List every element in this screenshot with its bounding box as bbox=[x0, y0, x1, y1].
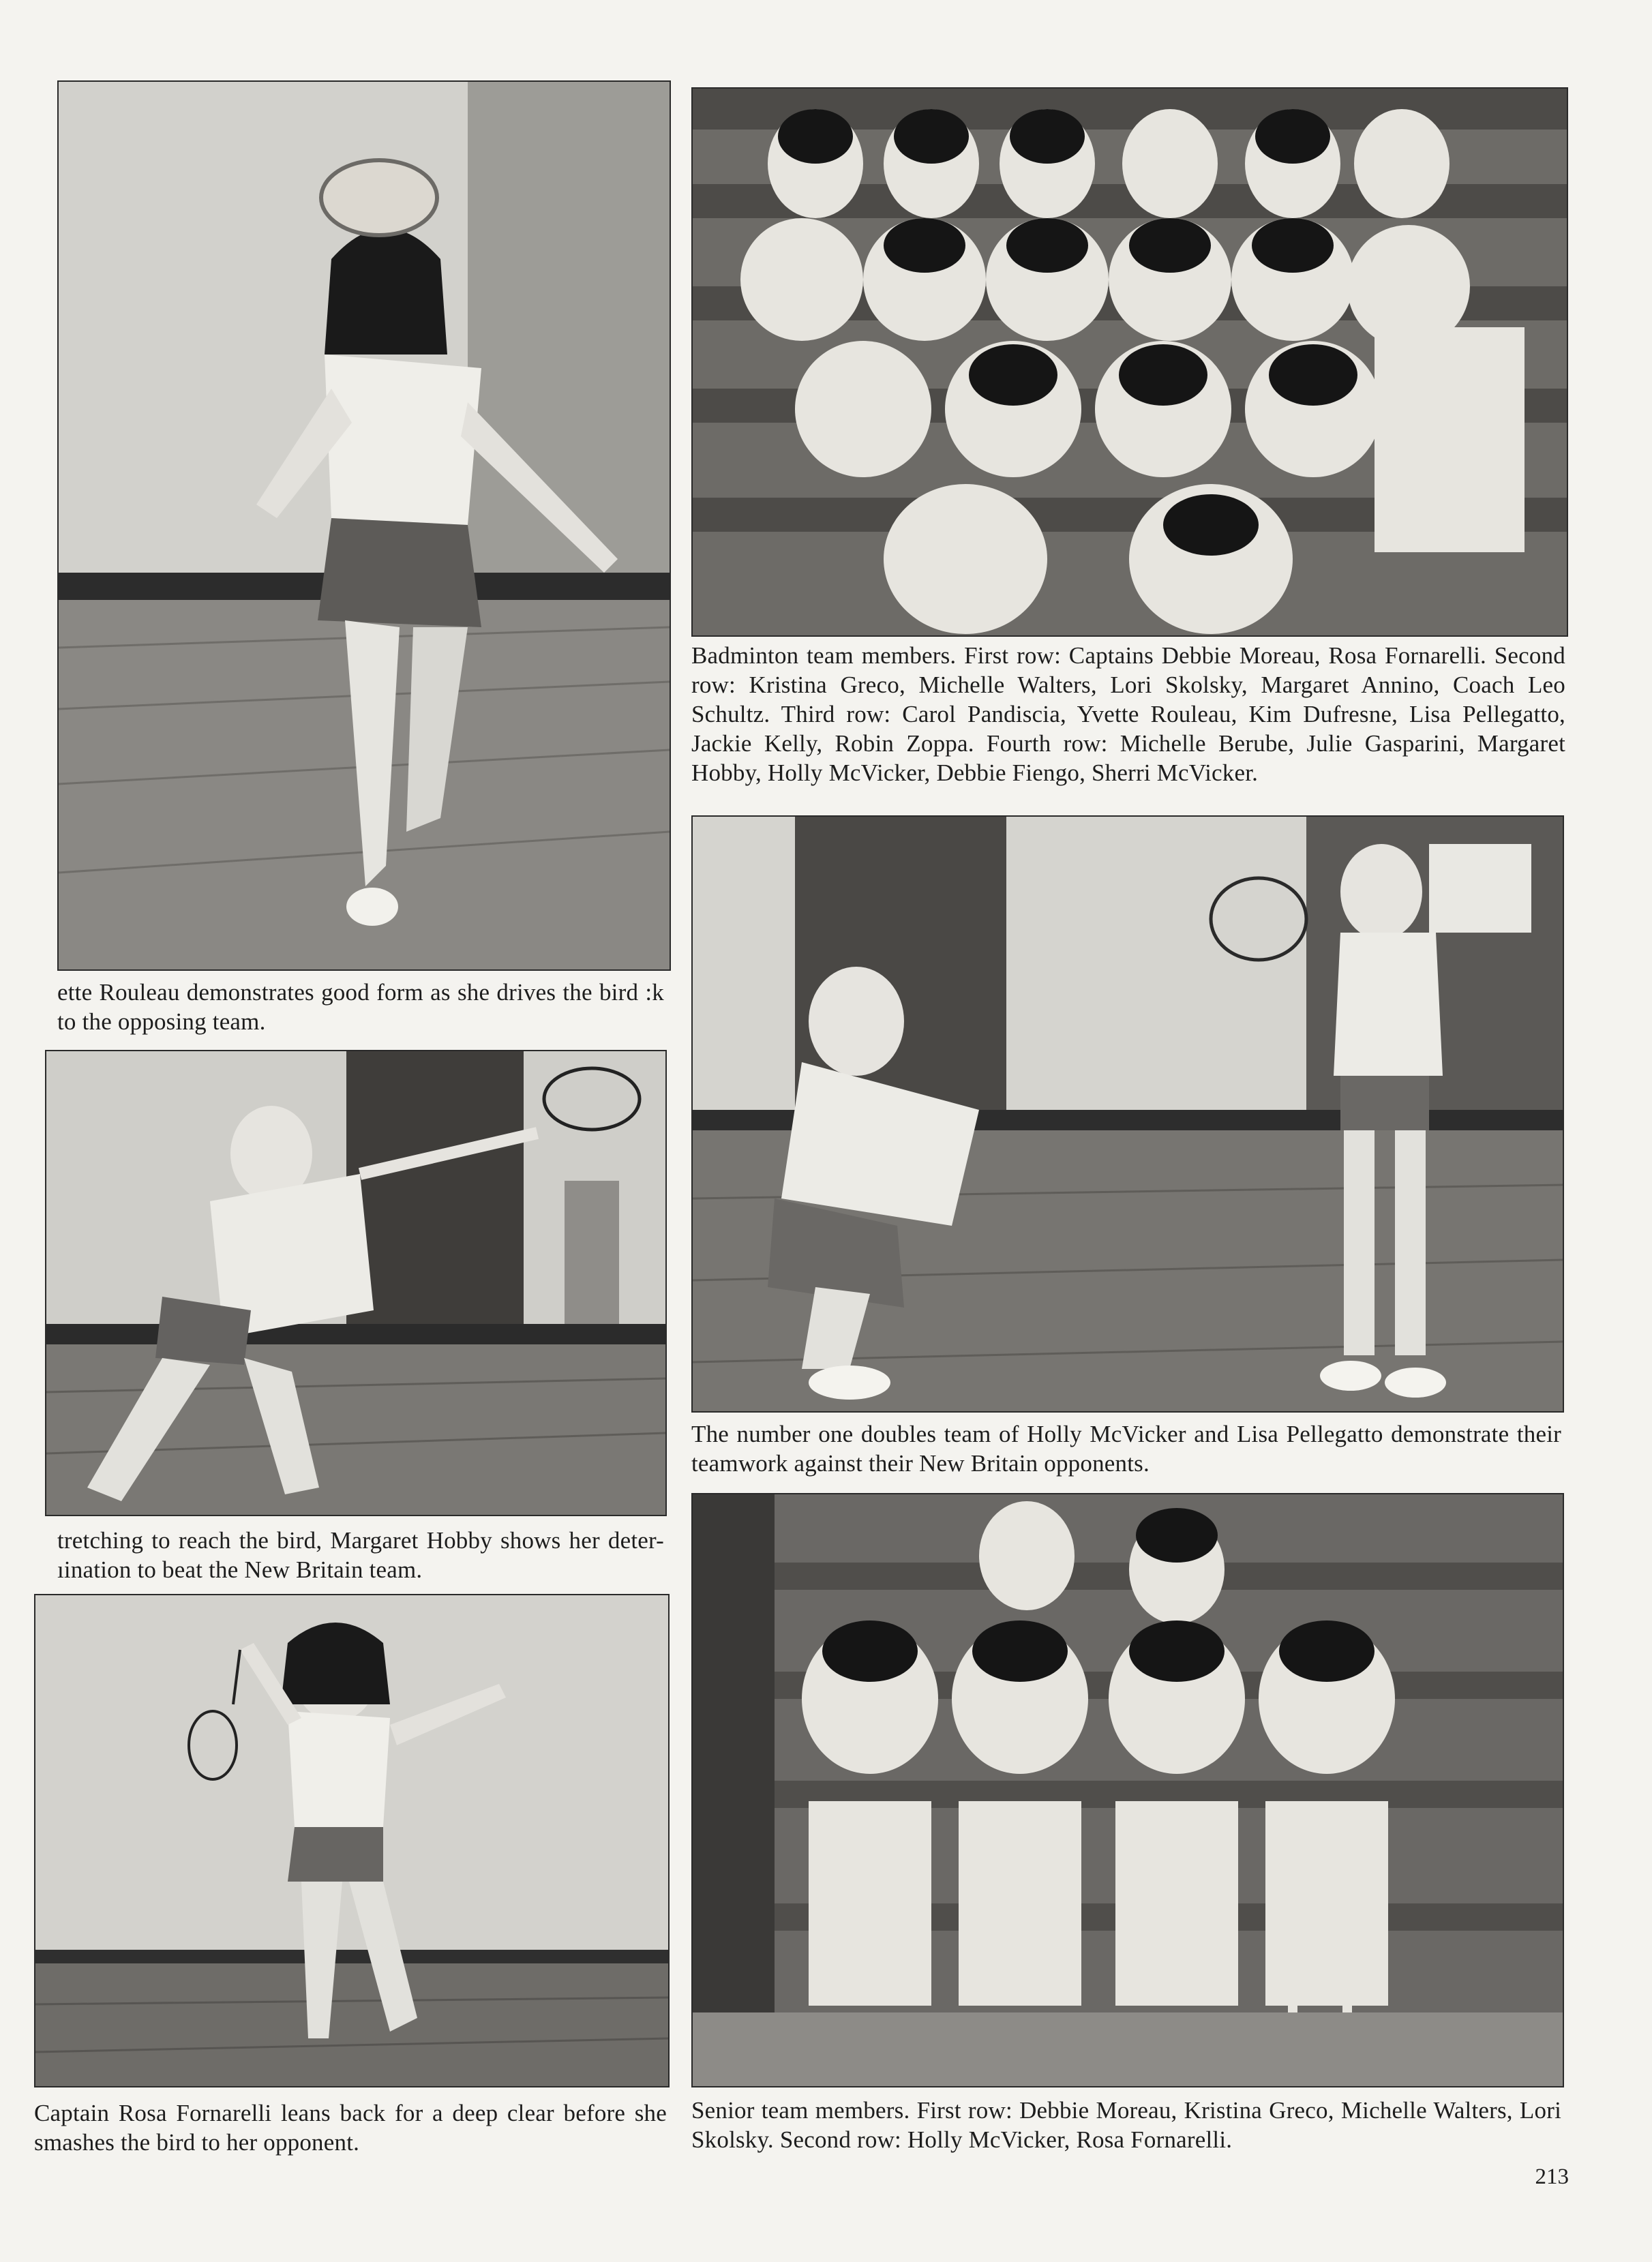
caption-doubles-team: The number one doubles team of Holly McVicker and Lisa Pellegatto demonstrate their teamwork against their New Britain opponents. bbox=[691, 1421, 1561, 1477]
photo-senior-team bbox=[691, 1493, 1564, 2087]
photo-badminton-team bbox=[691, 87, 1568, 637]
caption-senior-team: Senior team members. First row: Debbie Moreau, Kristina Greco, Michelle Walters, Lori Skolsky. Second row: Holly McVicker, Rosa Fornarelli. bbox=[691, 2097, 1561, 2153]
photo-doubles-team bbox=[691, 815, 1564, 1413]
caption-badminton-team: Badminton team members. First row: Captains Debbie Moreau, Rosa Fornarelli. Second row: Kristina Greco, Michelle Walters, Lori Skolsky, Margaret Annino, Coach Leo Schultz. Third row: Carol Pandiscia, Yvette Rouleau, Kim Dufresne, Lisa Pellegatto, Jackie Kelly, Robin Zoppa. Fourth row: Michelle Berube, Julie Gasparini, Margaret Hobby, Holly McVicker, Debbie Fiengo, Sherri McVicker. bbox=[691, 642, 1565, 786]
caption-rouleau: ette Rouleau demonstrates good form as she drives the bird :k to the opposing team. bbox=[57, 979, 664, 1035]
page-number: 213 bbox=[1535, 2165, 1569, 2189]
caption-hobby: tretching to reach the bird, Margaret Hobby shows her deter- ıination to beat the New Britain team. bbox=[57, 1527, 664, 1583]
caption-fornarelli: Captain Rosa Fornarelli leans back for a deep clear before she smashes the bird to her opponent. bbox=[34, 2100, 667, 2156]
photo-captain-clear bbox=[34, 1594, 670, 2087]
photo-stretching-player bbox=[45, 1050, 667, 1516]
photo-player-driving-bird bbox=[57, 80, 671, 971]
